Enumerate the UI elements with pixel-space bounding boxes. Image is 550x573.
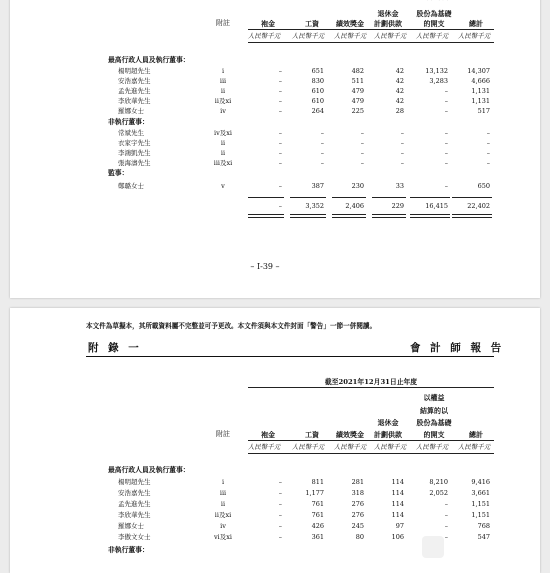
unit-label: 人民幣千元: [415, 443, 449, 451]
col-header-share-l3: 股份為基礎: [416, 418, 452, 427]
col-header-salary: 工資: [305, 430, 319, 439]
col-header-pension-l2: 計劃供款: [374, 19, 402, 28]
unit-label: 人民幣千元: [247, 32, 281, 40]
col-header-share-l4: 的開支: [423, 430, 445, 439]
col-header-note: 附註: [216, 430, 230, 438]
unit-label: 人民幣千元: [333, 443, 367, 451]
unit-label: 人民幣千元: [373, 443, 407, 451]
col-header-share-l1: 以權益: [423, 393, 445, 402]
unit-label: 人民幣千元: [291, 32, 325, 40]
col-header-share-l2: 股份為基礎: [416, 9, 452, 18]
unit-label: 人民幣千元: [291, 443, 325, 451]
report-label: 會 計 師 報 告: [410, 342, 505, 354]
unit-label: 人民幣千元: [415, 32, 449, 40]
section-non-executive: 非執行董事：: [108, 546, 149, 554]
document-page-1: 退休金 股份為基礎 附註 袍金 工資 績效獎金 計劃供款 的開支 總計 人民幣千元 人民幣千元 人民幣千元 人民幣千元 人民幣千元 人民幣千元 最高行政人員及執行董事： 楊明超先生 i – 651 482 42 13,132 14,307 安浩嘉先生 iii – 830 511 42 3,283 4,666 孟先進先生 ii – 610 479 42 – 1,131 李欣華先生 ii及xi – 610 479 42 – 1,131 羅娜女士 iv – 264 225 28 – 517 非執行董事： 常斌先生 iv及xi – – – – – – 衣家宇先生 ii – – – – – – 李鴻凱先生 ii – – – – – – 張海濤先生 iii及xi – – – – – – 監事： 鄭璐女士 v – 387 230 33 – 650 – 3,352 2,406 229 16,415 22,402 – I-39 –: [10, 0, 540, 298]
page-number: – I-39 –: [250, 262, 280, 271]
col-header-fee: 袍金: [261, 430, 275, 439]
col-header-fee: 袍金: [261, 19, 275, 28]
unit-label: 人民幣千元: [247, 443, 281, 451]
col-header-bonus: 績效獎金: [336, 19, 364, 28]
section-executive: 最高行政人員及執行董事：: [108, 56, 190, 64]
section-executive: 最高行政人員及執行董事：: [108, 466, 190, 474]
col-header-total: 總計: [469, 430, 483, 439]
col-header-share-l3: 的開支: [423, 19, 445, 28]
period-header: 截至2021年12月31日止年度: [324, 378, 418, 386]
draft-notice: 本文件為草擬本，其所載資料屬不完整並可予更改。本文件須與本文件封面「警告」一節一併閱讀。: [86, 322, 377, 330]
document-page-2: 本文件為草擬本，其所載資料屬不完整並可予更改。本文件須與本文件封面「警告」一節一併閱讀。 附 錄 一 會 計 師 報 告 截至2021年12月31日止年度 以權益 結算的以 退休金 股份為基礎 附註 袍金 工資 績效獎金 計劃供款 的開支 總計 人民幣千元 人民幣千元 人民幣千元 人民幣千元 人民幣千元 人民幣千元 最高行政人員及執行董事： 楊明超先生 i – 811 281 114 8,210 9,416 安浩嘉先生 iii – 1,177 318 114 2,052 3,661 孟先進先生 ii – 761 276 114 – 1,151 李欣華先生 ii及xi – 761 276 114 – 1,151 羅娜女士 iv – 426 245 97 – 768 李傲文女士 vi及xi – 361 80 106 – 547 非執行董事：: [10, 308, 540, 573]
section-non-executive: 非執行董事：: [108, 118, 149, 126]
col-header-salary: 工資: [305, 19, 319, 28]
watermark-logo-icon: [422, 536, 444, 558]
unit-label: 人民幣千元: [457, 32, 491, 40]
unit-label: 人民幣千元: [457, 443, 491, 451]
col-header-note: 附註: [216, 19, 230, 27]
col-header-share-l2: 結算的以: [420, 406, 448, 415]
col-header-pension-l1: 退休金: [377, 9, 399, 18]
col-header-share-l1: [414, 0, 454, 1]
col-header-total: 總計: [469, 19, 483, 28]
unit-label: 人民幣千元: [373, 32, 407, 40]
unit-label: 人民幣千元: [333, 32, 367, 40]
appendix-label: 附 錄 一: [88, 342, 142, 354]
section-supervisor: 監事：: [108, 169, 129, 177]
col-header-pension-l2: 計劃供款: [374, 430, 402, 439]
col-header-pension-l1: 退休金: [377, 418, 399, 427]
col-header-bonus: 績效獎金: [336, 430, 364, 439]
